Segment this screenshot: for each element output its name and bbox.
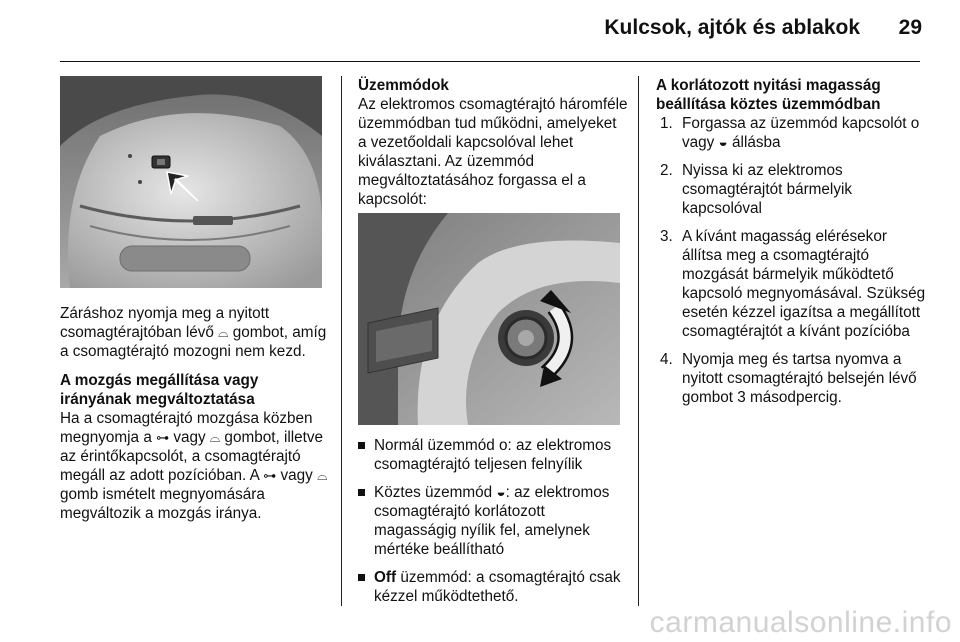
car-key-icon: ⊶ [156,430,170,445]
modes-intro: Az elektromos csomagtérajtó háromféle üzemmódban tud működni, amelyeket a vezetőoldali kapcsolóval lehet kiválasztani. Az üzemmód megváltoztatásához forgassa el a kapcsolót: [358,96,628,208]
list-item: 2. Nyissa ki az elektromos csomagtérajtót bármelyik kapcsolóval [660,162,853,217]
list-item: Köztes üzemmód ◒: az elektromos csomagtérajtó korlátozott magasságig nyílik fel, amelynek mértéke beállítható [358,483,628,559]
header-rule [60,61,920,62]
watermark: carmanualsonline.info [649,606,952,639]
column-1 [60,304,330,523]
bullet-icon [358,442,365,449]
close-instruction: Záráshoz nyomja meg a nyitott csomagtérajtóban lévő ⌓ gombot, amíg a csomagtérajtó mozogni nem kezd. [60,305,327,360]
list-item: Normál üzemmód o: az elektromos csomagtérajtó teljesen felnyílik [358,436,628,474]
list-item: 4. Nyomja meg és tartsa nyomva a nyitott csomagtérajtó belsején lévő gombot 3 másodpercig. [660,351,917,406]
mode-switch-illustration [358,213,620,425]
column-2 [358,76,628,209]
list-item: Off üzemmód: a csomagtérajtó csak kézzel működtethető. [358,568,628,606]
bullet-icon [358,574,365,581]
column-divider [341,76,342,606]
mode-switch-photo [358,213,620,425]
column-divider [638,76,639,606]
trunk-switch-icon: ⌓ [209,430,221,445]
steps-list [656,114,926,407]
car-key-icon: ⊶ [263,468,277,483]
limit-heading: A korlátozott nyitási magasság beállítása köztes üzemmódban [656,77,881,113]
list-item: 1. Forgassa az üzemmód kapcsolót o vagy ◒ állásba [660,115,920,151]
modes-heading: Üzemmódok [358,77,449,94]
page-number: 29 [898,16,922,39]
stop-instruction: Ha a csomagtérajtó mozgása közben megnyomja a ⊶ vagy ⌓ gombot, illetve az érintőkapcsolót, a csomagtérajtó megáll az adott pozícióban. A ⊶ vagy ⌓ gomb ismételt megnyomására megváltozik a mozgás iránya. [60,410,328,522]
bullet-icon [358,489,365,496]
column-3 [656,76,926,416]
page-header-title: Kulcsok, ajtók és ablakok [604,16,860,39]
modes-list [358,436,628,606]
trunk-button-photo [60,76,322,288]
list-item: 3. A kívánt magasság elérésekor állítsa meg a csomagtérajtó mozgását bármelyik működtető kapcsoló megnyomásával. Szükség esetén kézzel igazítsa a megállított csomagtérajtót a kívánt pozícióba [660,228,926,340]
stop-heading: A mozgás megállítása vagy irányának megváltoztatása [60,372,259,408]
modes-list-block [358,436,628,615]
trunk-switch-icon: ⌓ [218,325,229,340]
trunk-button-illustration [60,76,322,288]
trunk-switch-icon: ⌓ [317,468,328,483]
